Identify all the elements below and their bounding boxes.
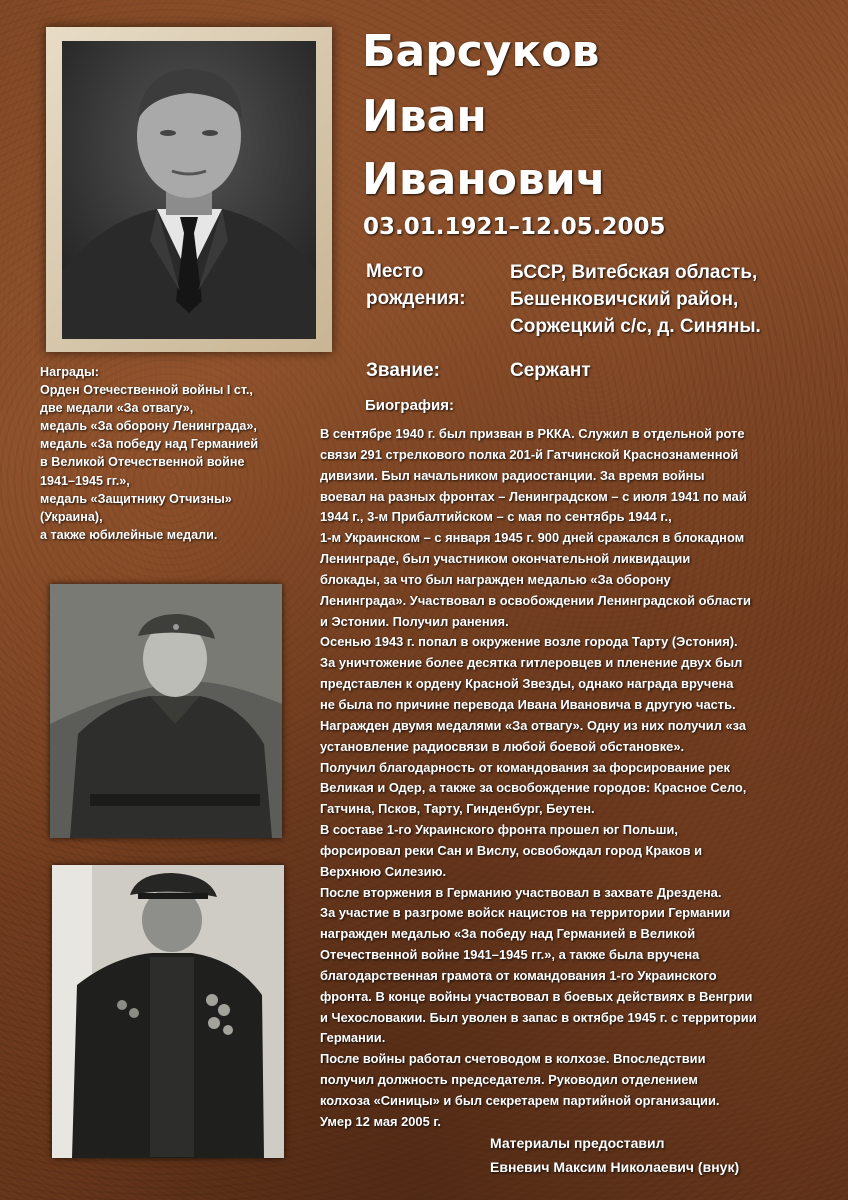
bio-line: Верхнюю Силезию. [320, 863, 447, 879]
bio-line: За уничтожение более десятка гитлеровцев и пленение двух был [320, 655, 743, 671]
bio-line: колхоза «Синицы» и был секретарем партийной организации. [320, 1093, 720, 1108]
biography-heading: Биография: [365, 397, 455, 414]
portrait-man-in-suit-icon [62, 41, 316, 339]
surname: Барсуков [362, 26, 600, 77]
birthplace-line: Бешенковичский район, [510, 289, 739, 310]
soldier-portrait-icon [50, 584, 282, 838]
award-line: а также юбилейные медали. [40, 527, 218, 542]
bio-line: 1944 г., 3-м Прибалтийском – с мая по сентябрь 1944 г., [320, 509, 672, 525]
birthplace-label [366, 258, 466, 312]
bio-line: блокады, за что был награжден медалью «За оборону [320, 571, 671, 587]
bio-line: Отечественной войне 1941–1945 гг.», а также была вручена [320, 947, 700, 963]
credits-line1: Материалы предоставил [490, 1135, 665, 1151]
award-line: медаль «За победу над Германией [40, 437, 259, 452]
biography-text [320, 424, 830, 1133]
bio-line: После вторжения в Германию участвовал в захвате Дрездена. [320, 884, 722, 900]
birthplace-label-line1: Место [366, 261, 424, 282]
bio-line: получил должность председателя. Руководил отделением [320, 1072, 698, 1088]
bio-line: Осенью 1943 г. попал в окружение возле города Тарту (Эстония). [320, 634, 738, 650]
rank-value: Сержант [510, 360, 591, 381]
bio-line: Великая и Одер, а также за освобождение городов: Красное Село, [320, 780, 747, 796]
bio-line: 1-м Украинском – с января 1945 г. 900 дней сражался в блокадном [320, 530, 745, 546]
main-portrait-frame [46, 27, 332, 352]
bio-line: и Чехословакии. Был уволен в запас в октябре 1945 г. с территории [320, 1009, 757, 1025]
first-name: Иван [362, 91, 487, 142]
veteran-with-medals-photo [52, 865, 284, 1158]
bio-line: фронта. В конце войны участвовал в боевых действиях в Венгрии [320, 988, 753, 1004]
bio-line: установление радиосвязи в любой боевой обстановке». [320, 738, 685, 754]
award-line: две медали «За отвагу», [40, 401, 194, 416]
awards-heading: Награды: [40, 365, 99, 379]
bio-line: Получил благодарность от командования за форсирование рек [320, 759, 730, 775]
bio-line: благодарственная грамота от командования 1-го Украинского [320, 967, 717, 983]
bio-line: Германии. [320, 1030, 386, 1046]
bio-line: дивизии. Был начальником радиостанции. За время войны [320, 467, 705, 483]
bio-line: представлен к ордену Красной Звезды, однако награда вручена [320, 676, 734, 692]
bio-line: награжден медалью «За победу над Германией в Великой [320, 926, 696, 942]
bio-line: воевал на разных фронтах – Ленинградском – с июля 1941 по май [320, 488, 747, 504]
bio-line: и Эстонии. Получил ранения. [320, 613, 509, 629]
bio-line: форсировал реки Сан и Вислу, освобождал город Краков и [320, 842, 703, 858]
birthplace-label-line2: рождения: [366, 288, 466, 309]
credits-block [490, 1131, 739, 1179]
bio-line: В сентябре 1940 г. был призван в РККА. Служил в отдельной роте [320, 426, 745, 441]
bio-line: Умер 12 мая 2005 г. [320, 1113, 442, 1129]
bio-line: После войны работал счетоводом в колхозе. Впоследствии [320, 1051, 706, 1067]
credits-line2: Евневич Максим Николаевич (внук) [490, 1159, 740, 1175]
bio-line: Ленинграда». Участвовал в освобождении Ленинградской области [320, 592, 751, 608]
main-portrait-photo [62, 41, 316, 339]
veteran-portrait-icon [52, 865, 284, 1158]
birthplace-line: БССР, Витебская область, [510, 262, 758, 283]
award-line: 1941–1945 гг.», [40, 473, 130, 488]
award-line: (Украина), [40, 509, 103, 524]
award-line: Орден Отечественной войны I ст., [40, 383, 253, 398]
patronymic: Иванович [362, 154, 606, 205]
rank-label: Звание: [366, 360, 440, 381]
bio-line: Гатчина, Псков, Тарту, Гинденбург, Беутен. [320, 801, 595, 817]
life-dates: 03.01.1921–12.05.2005 [363, 214, 666, 240]
bio-line: Награжден двумя медалями «За отвагу». Одну из них получил «за [320, 717, 747, 733]
bio-line: Ленинграде, был участником окончательной ликвидации [320, 551, 691, 567]
bio-line: связи 291 стрелкового полка 201-й Гатчинской Краснознаменной [320, 446, 739, 462]
award-line: медаль «Защитнику Отчизны» [40, 491, 232, 506]
award-line: медаль «За оборону Ленинграда», [40, 419, 257, 434]
bio-line: В составе 1-го Украинского фронта прошел юг Польши, [320, 822, 678, 838]
award-line: в Великой Отечественной войне [40, 455, 245, 470]
bio-line: не была по причине перевода Ивана Ивановича в другую часть. [320, 696, 736, 712]
awards-block [40, 363, 320, 544]
birthplace-value [510, 259, 761, 340]
wartime-soldier-photo [50, 584, 282, 838]
birthplace-line: Соржецкий с/с, д. Синяны. [510, 316, 761, 337]
bio-line: За участие в разгроме войск нацистов на территории Германии [320, 905, 731, 921]
